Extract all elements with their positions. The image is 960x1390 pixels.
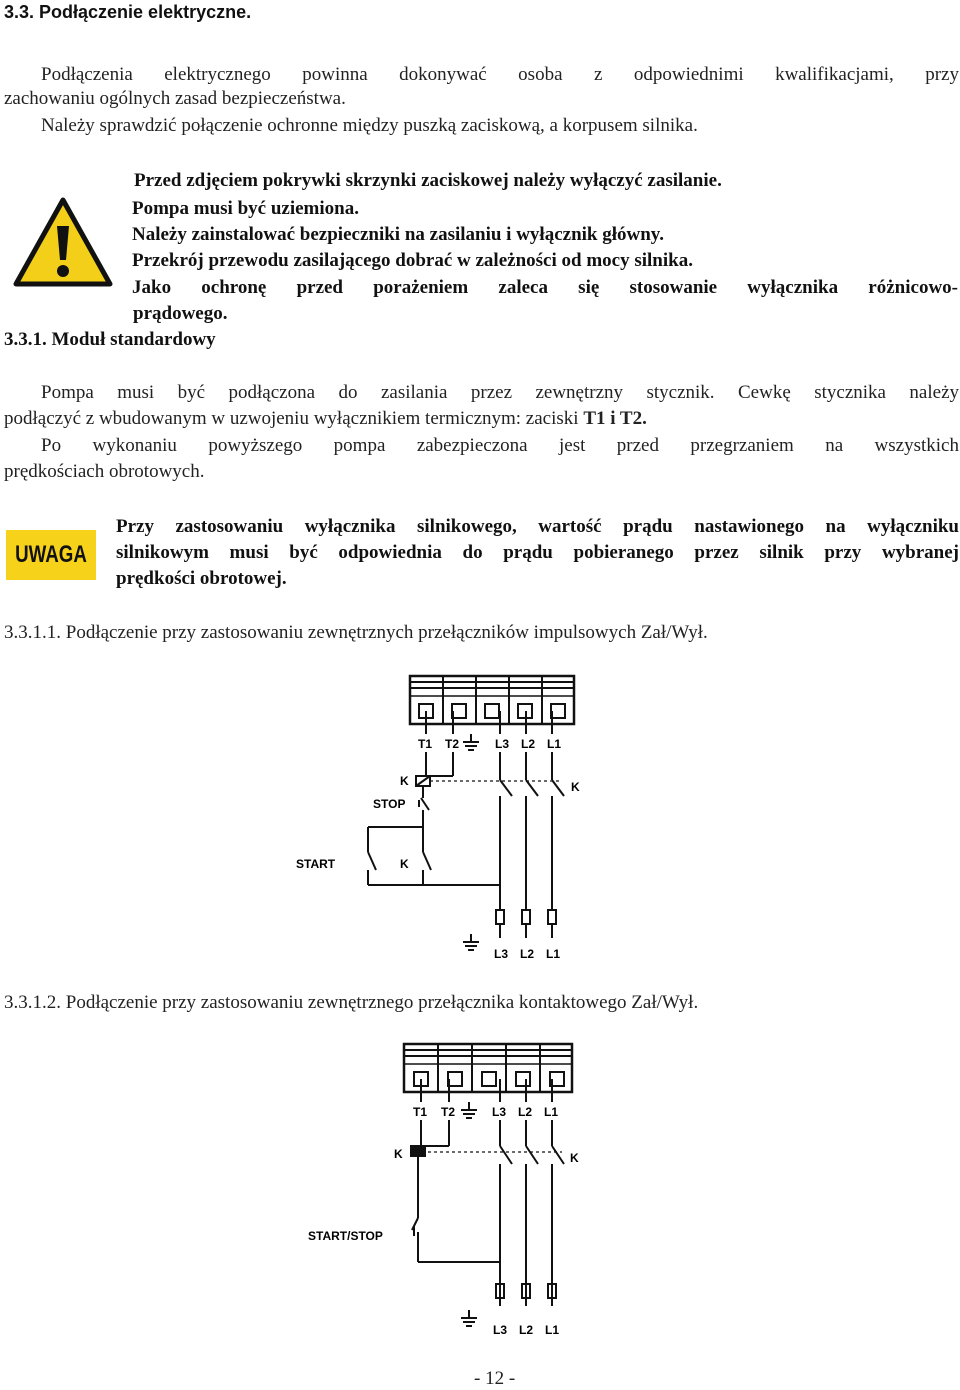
warning-icon (12, 196, 114, 288)
uwaga-line-3: prędkości obrotowej. (116, 568, 287, 589)
intro-line-2: zachowaniu ogólnych zasad bezpieczeństwa. (4, 88, 346, 109)
uwaga-badge-label: UWAGA (15, 541, 87, 568)
warning-line-3: Należy zainstalować bezpieczniki na zasilaniu i wyłącznik główny. (132, 224, 665, 245)
module-p1-line-2-text: podłączyć z wbudowanym w uzwojeniu wyłącznikiem termicznym: zaciski (4, 408, 584, 429)
label-k-coil: K (400, 774, 409, 788)
label-t1: T1 (413, 1105, 428, 1119)
module-p1-line-2 (4, 406, 647, 432)
label-l2: L2 (521, 737, 536, 751)
uwaga-line-2: silnikowym musi być odpowiednia do prądu pobieranego przez silnik przy wybranej (116, 542, 959, 563)
label-start-stop: START/STOP (308, 1229, 383, 1243)
wiring-diagram-impulse (290, 672, 600, 964)
label-bottom-l1: L1 (545, 1323, 560, 1337)
label-t2: T2 (445, 737, 460, 751)
label-l1: L1 (544, 1105, 559, 1119)
warning-line-5: Jako ochronę przed porażeniem zaleca się stosowanie wyłącznika różnicowo- (132, 277, 958, 298)
module-p1-terminals: T1 i T2. (583, 408, 647, 429)
label-l1: L1 (547, 737, 562, 751)
page-number: - 12 - (474, 1368, 516, 1389)
module-p2-line-2: prędkościach obrotowych. (4, 461, 205, 482)
intro-line-1: Podłączenia elektrycznego powinna dokonywać osoba z odpowiednimi kwalifikacjami, przy (41, 64, 959, 85)
module-p1-line-1: Pompa musi być podłączona do zasilania przez zewnętrzny stycznik. Cewkę stycznika należy (41, 382, 959, 403)
label-l2: L2 (518, 1105, 533, 1119)
section-heading: 3.3. Podłączenie elektryczne. (4, 2, 252, 22)
label-k-contacts: K (570, 1151, 579, 1165)
label-t2: T2 (441, 1105, 456, 1119)
label-k-coil: K (394, 1147, 403, 1161)
diagram-1-caption: 3.3.1.1. Podłączenie przy zastosowaniu zewnętrznych przełączników impulsowych Zał/Wył. (4, 622, 708, 643)
label-t1: T1 (418, 737, 433, 751)
label-bottom-l1: L1 (546, 947, 561, 961)
label-bottom-l2: L2 (520, 947, 535, 961)
label-bottom-l3: L3 (493, 1323, 508, 1337)
label-start: START (296, 857, 336, 871)
warning-line-1: Przed zdjęciem pokrywki skrzynki zaciskowej należy wyłączyć zasilanie. (134, 170, 722, 191)
label-l3: L3 (495, 737, 510, 751)
warning-line-4: Przekrój przewodu zasilającego dobrać w zależności od mocy silnika. (132, 250, 693, 271)
label-k-contacts: K (571, 780, 580, 794)
wiring-diagram-contact (300, 1040, 600, 1340)
intro-line-3: Należy sprawdzić połączenie ochronne między puszką zaciskową, a korpusem silnika. (41, 115, 698, 136)
module-p2-line-1: Po wykonaniu powyższego pompa zabezpieczona jest przed przegrzaniem na wszystkich (41, 435, 959, 456)
label-k-hold: K (400, 857, 409, 871)
label-stop: STOP (373, 797, 406, 811)
module-heading: 3.3.1. Moduł standardowy (4, 329, 216, 350)
diagram-2-caption: 3.3.1.2. Podłączenie przy zastosowaniu zewnętrznego przełącznika kontaktowego Zał/Wył. (4, 992, 699, 1013)
warning-line-2: Pompa musi być uziemiona. (132, 198, 359, 219)
warning-line-6: prądowego. (133, 303, 228, 324)
label-bottom-l2: L2 (519, 1323, 534, 1337)
label-bottom-l3: L3 (494, 947, 509, 961)
uwaga-line-1: Przy zastosowaniu wyłącznika silnikowego, wartość prądu nastawionego na wyłączniku (116, 516, 959, 537)
label-l3: L3 (492, 1105, 507, 1119)
uwaga-badge (6, 530, 96, 580)
